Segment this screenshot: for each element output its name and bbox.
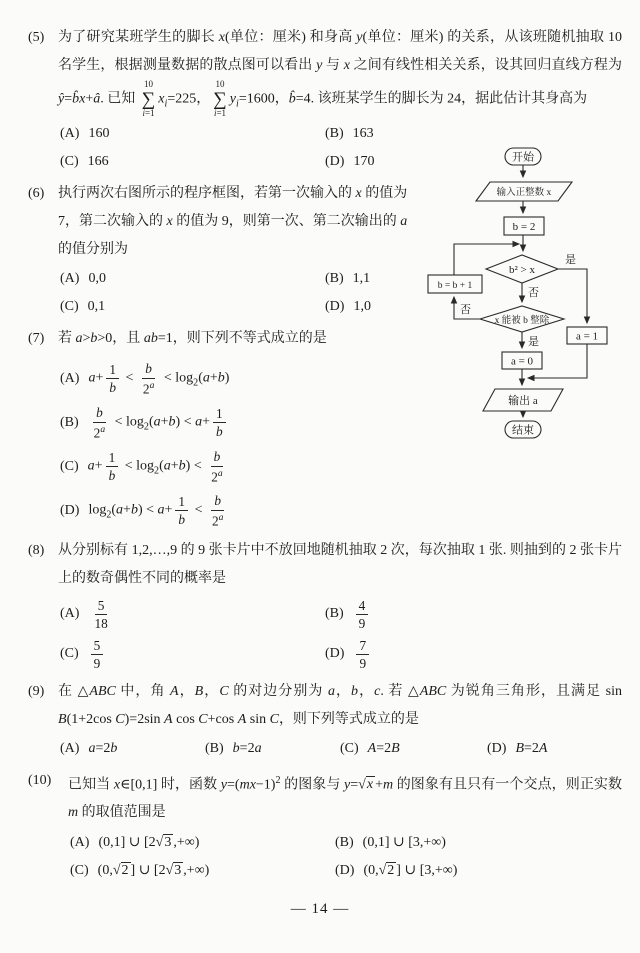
question-7-option-c — [60, 449, 622, 485]
question-10-option-a — [70, 830, 335, 855]
option-label: (A) — [70, 834, 90, 850]
option-label: (C) — [340, 741, 359, 757]
option-label: (B) — [325, 606, 344, 622]
option-label: (C) — [60, 154, 79, 170]
question-8-number: (8) — [28, 542, 45, 558]
question-10-options — [68, 830, 622, 883]
option-label: (A) — [60, 606, 80, 622]
option-label: (D) — [335, 862, 355, 878]
option-value: 0,1 — [87, 299, 106, 315]
option-value: $\frac{5}{9}$ — [88, 638, 107, 672]
input-node-label: 输入正整数 x — [496, 188, 552, 198]
question-8-option-c — [60, 636, 325, 673]
option-value: $\frac{b}{2^a}$ < $\log_2(a+b) < a+$ $\frac{1}{b}$ — [88, 405, 229, 440]
question-6-option-c — [60, 295, 325, 320]
question-6-number: (6) — [28, 185, 45, 201]
option-value: 170 — [353, 154, 375, 170]
option-label: (D) — [487, 741, 507, 757]
assign-b2-node-label: b = 2 — [512, 221, 536, 233]
question-7-number: (7) — [28, 330, 45, 346]
option-label: (B) — [205, 741, 224, 757]
option-label: (A) — [60, 271, 80, 287]
question-10-option-c — [70, 858, 335, 883]
question-6-stem: 执行两次右图所示的程序框图，若第一次输入的 x 的值为 7，第二次输入的 x 的值为 9，则第一次、第二次输出的 a 的值分别为 — [58, 185, 408, 257]
question-10-option-d — [335, 858, 622, 883]
option-label: (B) — [325, 271, 344, 287]
option-label: (A) — [60, 370, 80, 386]
option-label: (C) — [60, 299, 79, 315]
increment-b-node-label: b = b + 1 — [437, 281, 473, 291]
option-label: (A) — [60, 741, 80, 757]
option-value: (0,√2 ] ∪ [2√3 ,+∞) — [97, 862, 210, 878]
page-number: — 14 — — [290, 901, 350, 917]
flowchart-svg — [424, 144, 636, 452]
option-label: (D) — [325, 154, 345, 170]
question-5-number: (5) — [28, 30, 45, 45]
option-label: (B) — [335, 834, 354, 850]
question-9-option-d — [487, 737, 622, 762]
assign-a0-node-label: a = 0 — [510, 355, 534, 368]
question-9-option-c — [340, 737, 487, 762]
cond2-yes-label: 是 — [528, 336, 539, 348]
question-10-number: (10) — [28, 772, 52, 788]
question-8 — [28, 537, 622, 673]
option-value: $\frac{4}{9}$ — [353, 598, 372, 632]
question-5-stem: 为了研究某班学生的脚长 x(单位：厘米) 和身高 y(单位：厘米) 的关系，从该班随机抽取 10 名学生，根据测量数据的散点图可以看出 y 与 x 之间有线性相关关系，设其回归直线方程为 ŷ=b̂x+â. 已知 10 ∑ i=1 $x_i=225$， 10 ∑ i=1 $y_i=1600$，b̂=4. 该班某学生的脚长为 24，据此估计其身高为 — [58, 30, 623, 118]
option-label: (C) — [60, 646, 79, 662]
option-value: b=2a — [232, 741, 262, 757]
program-flowchart — [424, 144, 636, 452]
question-10-option-b — [335, 830, 622, 855]
question-5-option-c — [60, 150, 325, 175]
assign-a1-node-label: a = 1 — [575, 330, 599, 343]
option-value: a+ $\frac{1}{b}$ < $\frac{b}{2^a}$ < $\log_2(a+b)$ — [88, 361, 230, 396]
option-value: 163 — [352, 126, 374, 142]
question-8-options — [58, 596, 622, 673]
decision-b2x-node-label: b² > x — [508, 264, 536, 276]
option-value: 1,0 — [353, 299, 371, 315]
option-value: (0,1] ∪ [3,+∞) — [362, 834, 446, 850]
question-6-option-a — [60, 267, 325, 292]
end-node-label: 结束 — [512, 424, 534, 437]
question-8-option-b — [325, 596, 622, 633]
cond2-no-label: 否 — [460, 304, 471, 316]
question-8-option-d — [325, 636, 622, 673]
option-label: (B) — [325, 126, 344, 142]
option-label: (D) — [60, 502, 80, 518]
question-9 — [28, 678, 622, 762]
option-label: (B) — [60, 414, 79, 430]
option-value: (0,1] ∪ [2√3 ,+∞) — [98, 834, 200, 850]
option-value: 0,0 — [88, 271, 106, 287]
option-value: A=2B — [367, 741, 400, 757]
option-label: (D) — [325, 299, 345, 315]
question-8-option-a — [60, 596, 325, 633]
option-value: B=2A — [515, 741, 548, 757]
option-value: (0,√2 ] ∪ [3,+∞) — [363, 862, 458, 878]
option-value: $\log_2(a+b) < a+$ $\frac{1}{b}$ < $\frac{b}{2^a}$ — [88, 493, 224, 528]
question-8-stem: 从分别标有 1,2,…,9 的 9 张卡片中不放回地随机抽取 2 次，每次抽取 1 张. 则抽到的 2 张卡片上的数奇偶性不同的概率是 — [58, 542, 622, 586]
option-value: a+ $\frac{1}{b}$ < $\log_2(a+b)$ < $\frac{b}{2^a}$ — [87, 449, 223, 484]
question-10-stem: 已知当 x∈[0,1] 时，函数 $y=(mx-1)^2$ 的图象与 y=√x +m 的图象有且只有一个交点，则正实数 m 的取值范围是 — [68, 774, 623, 821]
start-node-label: 开始 — [512, 151, 534, 164]
cond1-no-label: 否 — [528, 287, 539, 299]
option-label: (C) — [70, 862, 89, 878]
question-9-option-b — [205, 737, 340, 762]
question-9-stem: 在 △ABC 中，角 A，B，C 的对边分别为 a，b，c. 若 △ABC 为锐角三角形，且满足 sin B(1+2cos C)=2sin A cos C+cos A sin C，则下列等式成立的是 — [58, 683, 623, 727]
option-value: 1,1 — [352, 271, 371, 287]
option-value: $\frac{5}{18}$ — [94, 597, 108, 631]
question-9-number: (9) — [28, 683, 45, 699]
option-value: a=2b — [88, 741, 118, 757]
option-value: 160 — [88, 126, 110, 142]
option-label: (A) — [60, 126, 80, 142]
flow-cond1-yes-branch — [558, 269, 587, 323]
question-5-option-a — [60, 122, 325, 147]
question-9-option-a — [60, 737, 205, 762]
decision-divisible-node-label: x 能被 b 整除 — [494, 316, 550, 326]
option-value: 166 — [87, 154, 109, 170]
option-label: (D) — [325, 646, 345, 662]
output-node-label: 输出 a — [508, 395, 538, 407]
question-9-options — [58, 737, 622, 762]
question-7-stem: 若 a>b>0，且 ab=1，则下列不等式成立的是 — [58, 330, 327, 346]
option-label: (C) — [60, 458, 79, 474]
question-10 — [28, 767, 622, 884]
option-value: $\frac{7}{9}$ — [353, 638, 372, 672]
cond1-yes-label: 是 — [565, 254, 576, 266]
question-7-option-d — [60, 493, 622, 529]
